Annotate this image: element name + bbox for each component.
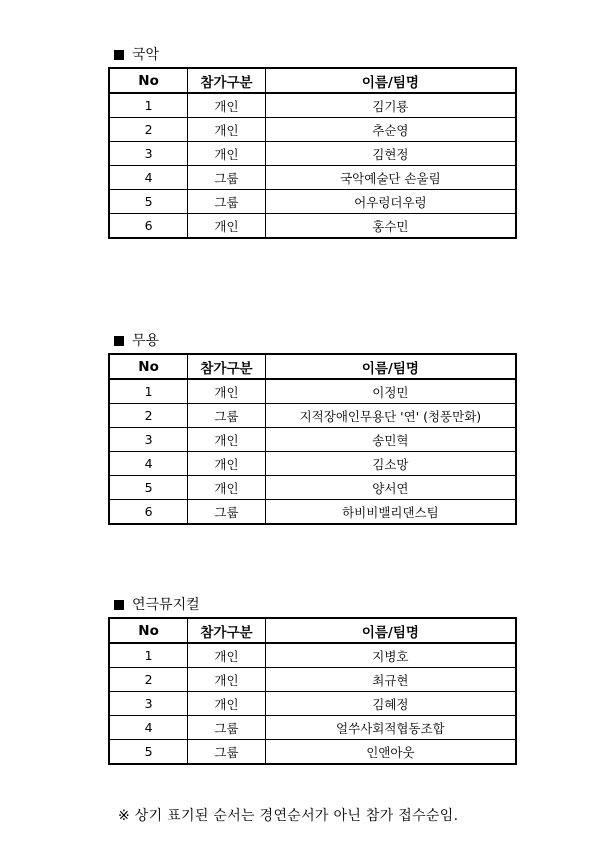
table-cell: 그룹 bbox=[188, 500, 266, 525]
table-cell: 6 bbox=[109, 214, 188, 239]
table-row bbox=[109, 452, 516, 476]
table-cell: 개인 bbox=[188, 668, 266, 692]
table-row bbox=[109, 142, 516, 166]
table-header-row bbox=[109, 68, 516, 93]
column-header: 이름/팀명 bbox=[265, 618, 516, 643]
section-title bbox=[108, 331, 517, 351]
table-cell: 지적장애인무용단 '연' (청풍만화) bbox=[265, 404, 516, 428]
table-cell: 3 bbox=[109, 428, 188, 452]
table-cell: 2 bbox=[109, 118, 188, 142]
square-bullet-icon bbox=[114, 50, 124, 60]
footnote: ※ 상기 표기된 순서는 경연순서가 아닌 참가 접수순임. bbox=[118, 808, 459, 824]
table-cell: 개인 bbox=[188, 643, 266, 668]
table-cell: 1 bbox=[109, 643, 188, 668]
column-header: 이름/팀명 bbox=[265, 68, 516, 93]
table-row bbox=[109, 214, 516, 239]
table-row bbox=[109, 118, 516, 142]
table-row bbox=[109, 190, 516, 214]
table-header-row bbox=[109, 354, 516, 379]
table-cell: 김현정 bbox=[265, 142, 516, 166]
table-row bbox=[109, 428, 516, 452]
table-row bbox=[109, 404, 516, 428]
section-1 bbox=[108, 331, 517, 525]
table-cell: 2 bbox=[109, 404, 188, 428]
table-cell: 송민혁 bbox=[265, 428, 516, 452]
section-title bbox=[108, 45, 517, 65]
table-row bbox=[109, 692, 516, 716]
table-cell: 이정민 bbox=[265, 379, 516, 404]
table-cell: 개인 bbox=[188, 93, 266, 118]
table-cell: 양서연 bbox=[265, 476, 516, 500]
table-cell: 3 bbox=[109, 692, 188, 716]
column-header: No bbox=[109, 354, 188, 379]
table-cell: 4 bbox=[109, 716, 188, 740]
table-cell: 6 bbox=[109, 500, 188, 525]
square-bullet-icon bbox=[114, 336, 124, 346]
column-header: No bbox=[109, 618, 188, 643]
participants-table bbox=[108, 67, 517, 239]
table-cell: 인앤아웃 bbox=[265, 740, 516, 765]
table-cell: 5 bbox=[109, 740, 188, 765]
table-cell: 김혜정 bbox=[265, 692, 516, 716]
square-bullet-icon bbox=[114, 600, 124, 610]
table-cell: 개인 bbox=[188, 452, 266, 476]
table-cell: 홍수민 bbox=[265, 214, 516, 239]
table-cell: 최규현 bbox=[265, 668, 516, 692]
table-cell: 그룹 bbox=[188, 404, 266, 428]
table-row bbox=[109, 668, 516, 692]
table-cell: 그룹 bbox=[188, 166, 266, 190]
table-cell: 개인 bbox=[188, 428, 266, 452]
section-title-text: 무용 bbox=[132, 333, 160, 349]
table-cell: 3 bbox=[109, 142, 188, 166]
section-title bbox=[108, 595, 517, 615]
section-title-text: 연극뮤지컬 bbox=[132, 597, 200, 613]
table-row bbox=[109, 740, 516, 765]
column-header: 참가구분 bbox=[188, 354, 266, 379]
table-cell: 김소망 bbox=[265, 452, 516, 476]
table-cell: 국악예술단 손울림 bbox=[265, 166, 516, 190]
column-header: 참가구분 bbox=[188, 618, 266, 643]
table-cell: 개인 bbox=[188, 476, 266, 500]
table-row bbox=[109, 500, 516, 525]
column-header: 이름/팀명 bbox=[265, 354, 516, 379]
table-cell: 2 bbox=[109, 668, 188, 692]
table-cell: 김기룡 bbox=[265, 93, 516, 118]
table-cell: 개인 bbox=[188, 692, 266, 716]
table-row bbox=[109, 476, 516, 500]
table-cell: 1 bbox=[109, 93, 188, 118]
table-cell: 5 bbox=[109, 476, 188, 500]
table-row bbox=[109, 166, 516, 190]
table-cell: 4 bbox=[109, 452, 188, 476]
table-row bbox=[109, 643, 516, 668]
table-cell: 그룹 bbox=[188, 716, 266, 740]
table-cell: 5 bbox=[109, 190, 188, 214]
table-cell: 그룹 bbox=[188, 190, 266, 214]
section-0 bbox=[108, 45, 517, 239]
table-cell: 개인 bbox=[188, 142, 266, 166]
table-row bbox=[109, 716, 516, 740]
table-cell: 하비비밸리댄스팀 bbox=[265, 500, 516, 525]
table-cell: 지병호 bbox=[265, 643, 516, 668]
table-cell: 개인 bbox=[188, 214, 266, 239]
table-cell: 개인 bbox=[188, 118, 266, 142]
table-header-row bbox=[109, 618, 516, 643]
table-cell: 어우렁더우렁 bbox=[265, 190, 516, 214]
table-cell: 얼쑤사회적협동조합 bbox=[265, 716, 516, 740]
table-row bbox=[109, 379, 516, 404]
table-row bbox=[109, 93, 516, 118]
section-title-text: 국악 bbox=[132, 47, 160, 63]
table-cell: 그룹 bbox=[188, 740, 266, 765]
table-cell: 1 bbox=[109, 379, 188, 404]
participants-table bbox=[108, 617, 517, 765]
table-cell: 개인 bbox=[188, 379, 266, 404]
section-2 bbox=[108, 595, 517, 765]
table-cell: 4 bbox=[109, 166, 188, 190]
column-header: No bbox=[109, 68, 188, 93]
participants-table bbox=[108, 353, 517, 525]
column-header: 참가구분 bbox=[188, 68, 266, 93]
table-cell: 추순영 bbox=[265, 118, 516, 142]
